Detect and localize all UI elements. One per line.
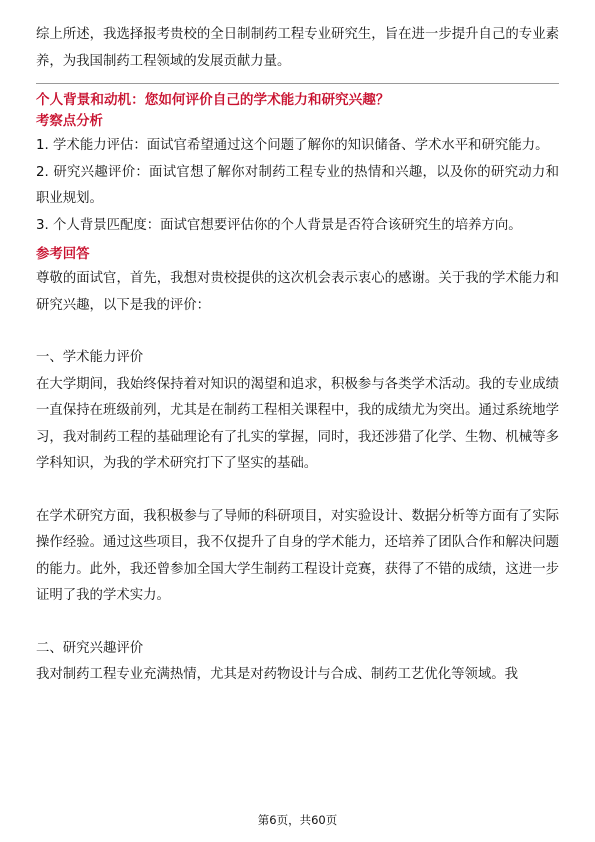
blank-line — [36, 319, 559, 345]
section-title: 一、学术能力评价 — [36, 350, 144, 365]
answer-paragraph: 在大学期间，我始终保持着对知识的渴望和追求，积极参与各类学术活动。我的专业成绩一直保持在班级前列，尤其是在制药工程相关课程中，我的成绩尤为突出。通过系统地学习，我对制药工程的基础理论有了扎实的掌握，同时，我还涉猎了化学、生物、机械等多学科知识，为我的学术研究打下了坚实的基础。 — [36, 376, 559, 471]
section-title: 二、研究兴趣评价 — [36, 640, 144, 656]
page-content — [36, 22, 559, 689]
answer-paragraph: 在学术研究方面，我积极参与了导师的科研项目，对实验设计、数据分析等方面有了实际操作经验。通过这些项目，我不仅提升了自身的学术能力，还培养了团队合作和解决问题的能力。此外，我还曾参加全国大学生制药工程设计竞赛，获得了不错的成绩，这进一步证明了我的学术实力。 — [36, 508, 559, 603]
blank-line — [36, 478, 559, 504]
page-number: 第6页，共60页 — [257, 813, 338, 827]
analysis-heading: 考察点分析 — [36, 114, 103, 129]
blank-line — [36, 610, 559, 636]
answer-opening: 尊敬的面试官，首先，我想对贵校提供的这次机会表示衷心的感谢。关于我的学术能力和研究兴趣，以下是我的评价： — [36, 271, 559, 313]
analysis-item: 2. 研究兴趣评价：面试官想了解你对制药工程专业的热情和兴趣，以及你的研究动力和职业规划。 — [36, 164, 559, 206]
analysis-item: 3. 个人背景匹配度：面试官想要评估你的个人背景是否符合该研究生的培养方向。 — [36, 217, 522, 233]
question-heading: 个人背景和动机：您如何评价自己的学术能力和研究兴趣？ — [36, 92, 390, 108]
answer-paragraph: 我对制药工程专业充满热情，尤其是对药物设计与合成、制药工艺优化等领域。我 — [36, 667, 519, 682]
conclusion-paragraph: 综上所述，我选择报考贵校的全日制制药工程专业研究生，旨在进一步提升自己的专业素养，为我国制药工程领域的发展贡献力量。 — [36, 27, 559, 69]
section-divider — [36, 83, 559, 84]
answer-heading: 参考回答 — [36, 247, 90, 262]
analysis-item: 1. 学术能力评估：面试官希望通过这个问题了解你的知识储备、学术水平和研究能力。 — [36, 138, 549, 153]
